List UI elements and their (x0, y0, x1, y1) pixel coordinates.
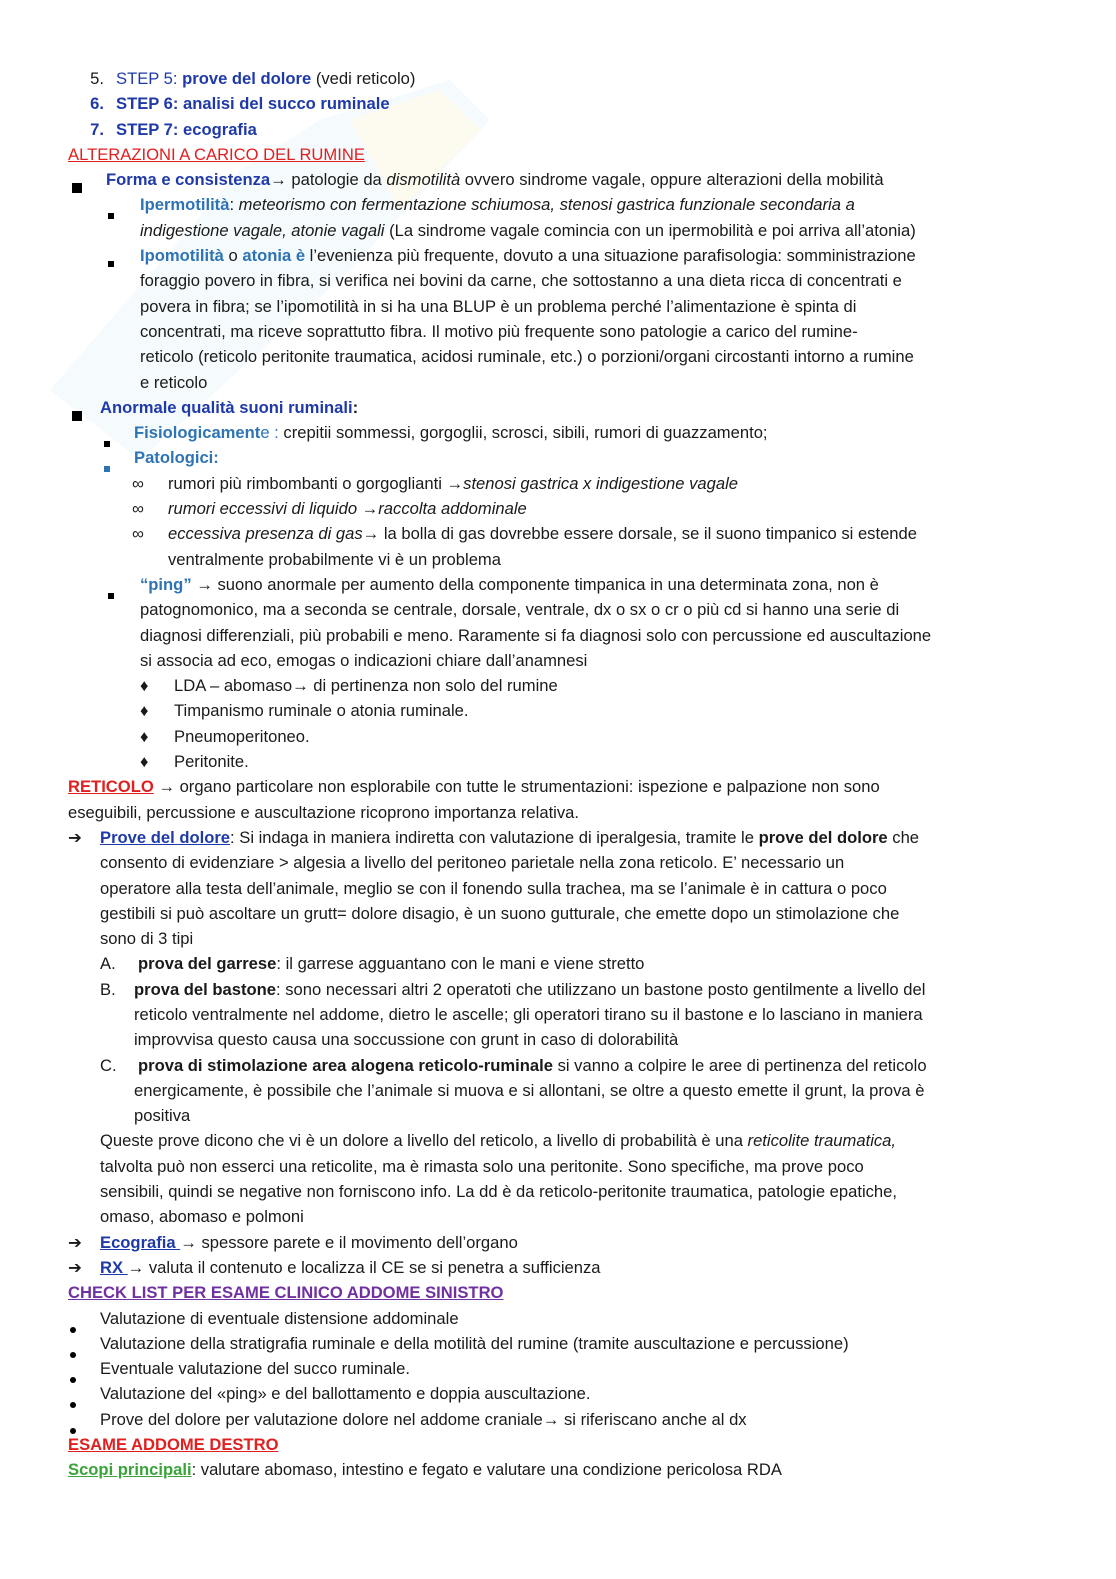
prove-line-5: sono di 3 tipi (100, 929, 194, 949)
patologici-line: Patologici: (68, 445, 1053, 470)
rumori-1: ∞ rumori più rimbombanti o gorgoglianti →stenosi gastrica x indigestione vagale (68, 471, 1053, 496)
fisiologicamente-line: Fisiologicamente : crepitii sommessi, gorgoglii, scrosci, sibili, rumori di guazzamento; (68, 420, 1053, 445)
ipomotilita-line-6: e reticolo (140, 372, 208, 392)
prova-c-3: positiva (134, 1106, 191, 1126)
ping-item-1: ♦ LDA – abomaso→ di pertinenza non solo del rumine (68, 673, 1053, 698)
suoni-line: Anormale qualità suoni ruminali: (68, 395, 1053, 420)
prove-line-1: ➔ Prove del dolore: Si indaga in maniera indiretta con valutazione di iperalgesia, tramite le prove del dolore che (68, 825, 1053, 850)
ping-line-3: diagnosi differenziali, più probabili e meno. Raramente si fa diagnosi solo con percussione ed auscultazione (140, 625, 932, 645)
ping-item-3: ♦ Pneumoperitoneo. (68, 724, 1053, 749)
step-7-line: 7. STEP 7: ecografia (90, 119, 257, 139)
prove-line-3: operatore alla testa dell’animale, meglio se con il fonendo sulla trachea, ma se l’animale è in cattura o poco (100, 878, 887, 898)
prova-c-1: C. prova di stimolazione area alogena reticolo-ruminale si vanno a colpire le aree di pertinenza del reticolo (100, 1055, 927, 1075)
prova-b-1: B. prova del bastone: sono necessari altri 2 operatoti che utilizzano un bastone posto gentilmente a livello del (100, 979, 926, 999)
rumine-heading: ALTERAZIONI A CARICO DEL RUMINE (68, 144, 365, 164)
rx-line: ➔ RX → valuta il contenuto e localizza il CE se si penetra a sufficienza (68, 1255, 1053, 1280)
ping-item-4: ♦ Peritonite. (68, 749, 1053, 774)
checklist-item-4: Valutazione del «ping» e del ballottamento e doppia auscultazione. (68, 1381, 1053, 1406)
diamond-bullet-icon: ♦ (140, 701, 149, 721)
queste-line-4: omaso, abomaso e polmoni (100, 1207, 304, 1227)
ipomotilita-line-4: concentrati, ma riceve soprattutto fibra. Il motivo più frequente sono patologie a carico del rumine- (140, 321, 858, 341)
rumori-2: ∞ rumori eccessivi di liquido →raccolta addominale (68, 496, 1053, 521)
reticolo-heading: RETICOLO (68, 777, 154, 797)
step-6-line: 6. STEP 6: analisi del succo ruminale (90, 94, 390, 114)
reticolo-line-2: eseguibili, percussione e auscultazione ricoprono importanza relativa. (68, 802, 580, 822)
checklist-heading: CHECK LIST PER ESAME CLINICO ADDOME SINISTRO (68, 1283, 504, 1303)
rumori-3: ∞ eccessiva presenza di gas→ la bolla di gas dovrebbe essere dorsale, se il suono timpanico si estende (68, 521, 1053, 546)
checklist-item-2: Valutazione della stratigrafia ruminale e della motilità del rumine (tramite auscultazione e percussione) (68, 1331, 1053, 1356)
ecografia-line: ➔ Ecografia → spessore parete e il movimento dell’organo (68, 1230, 1053, 1255)
diamond-bullet-icon: ♦ (140, 752, 149, 772)
infinity-bullet-icon: ∞ (132, 499, 144, 519)
rumori-3-cont: ventralmente probabilmente vi è un problema (168, 549, 501, 569)
ipomotilita-line-2: foraggio povero in fibra, si verifica nei bovini da carne, che sottostanno a una dieta ricca di concentrati e (140, 271, 902, 291)
small-square-bullet-icon (108, 261, 114, 267)
ipermotilita-line-2: indigestione vagale, atonie vagali (La sindrome vagale comincia con un ipermobilità e poi arriva all’atonia) (140, 220, 916, 240)
queste-line-1: Queste prove dicono che vi è un dolore a livello del reticolo, a livello di probabilità è una reticolite traumatica, (100, 1131, 897, 1151)
queste-line-2: talvolta può non esserci una reticolite, ma è rimasta solo una peritonite. Sono specifiche, ma prove poco (100, 1156, 864, 1176)
ping-line-1: “ping” → suono anormale per aumento della componente timpanica in una determinata zona, non è (68, 572, 1053, 597)
checklist-item-3: Eventuale valutazione del succo ruminale. (68, 1356, 1053, 1381)
ping-line-4: si associa ad eco, emogas o indicazioni chiare dall’anamnesi (140, 650, 588, 670)
ipomotilita-line-1: Ipomotilità o atonia è l’evenienza più frequente, dovuto a una situazione parafisologia: somministrazione (68, 243, 1053, 268)
checklist-item-5: Prove del dolore per valutazione dolore nel addome craniale→ si riferiscano anche al dx (68, 1407, 1053, 1432)
ipomotilita-line-3: povera in fibra; se l’ipomotilità in si ha una BLUP è un problema perché l’alimentazione è spinta di (140, 296, 857, 316)
ping-line-2: patognomonico, ma a seconda se centrale, dorsale, ventrale, dx o sx o cr o più cd si hanno una serie di (140, 600, 900, 620)
ipermotilita-line-1: Ipermotilità: meteorismo con fermentazione schiumosa, stenosi gastrica funzionale secondaria a (68, 192, 1053, 217)
prova-a: A. prova del garrese: il garrese agguantano con le mani e viene stretto (100, 954, 645, 974)
prove-del-dolore-link[interactable]: Prove del dolore (100, 827, 231, 847)
prove-line-4: gestibili si può ascoltare un grutt= dolore disagio, è un suono gutturale, che emette dopo un stimolazione che (100, 903, 900, 923)
ecografia-link[interactable]: Ecografia (100, 1232, 181, 1252)
prova-c-2: energicamente, è possibile che l’animale si muova e si allontani, se oltre a questo emette il grunt, la prova è (134, 1080, 925, 1100)
step-5-line: 5. STEP 5: prove del dolore (vedi reticolo) (90, 69, 416, 88)
infinity-bullet-icon: ∞ (132, 524, 144, 544)
reticolo-line-1: RETICOLO → organo particolare non esplorabile con tutte le strumentazioni: ispezione e palpazione non sono (68, 777, 880, 797)
prova-b-3: improvvisa questo causa una soccussione con grunt in caso di dolorabilità (134, 1030, 679, 1050)
rx-link[interactable]: RX (100, 1257, 128, 1277)
queste-line-3: sensibili, quindi se negative non forniscono info. La dd è da reticolo-peritonite traumatica, patologie epatiche, (100, 1182, 898, 1202)
destro-heading: ESAME ADDOME DESTRO (68, 1435, 279, 1455)
checklist-item-1: Valutazione di eventuale distensione addominale (68, 1306, 1053, 1331)
arrow-bullet-icon: ➔ (68, 827, 82, 847)
scopi-line: Scopi principali: valutare abomaso, intestino e fegato e valutare una condizione pericolosa RDA (68, 1460, 782, 1480)
prove-line-2: consento di evidenziare > algesia a livello del peritoneo parietale nella zona reticolo. E’ necessario un (100, 853, 845, 873)
forma-line: Forma e consistenza→ patologie da dismotilità ovvero sindrome vagale, oppure alterazioni della mobilità (68, 167, 1053, 192)
diamond-bullet-icon: ♦ (140, 676, 149, 696)
document-page (68, 66, 1053, 1483)
prova-b-2: reticolo ventralmente nel addome, dietro le ascelle; gli operatori tirano su il bastone e lo lasciano in maniera (134, 1004, 923, 1024)
diamond-bullet-icon: ♦ (140, 726, 149, 746)
arrow-bullet-icon: ➔ (68, 1257, 82, 1277)
arrow-bullet-icon: ➔ (68, 1232, 82, 1252)
infinity-bullet-icon: ∞ (132, 473, 144, 493)
ipomotilita-line-5: reticolo (reticolo peritonite traumatica, acidosi ruminale, etc.) o porzioni/organi circostanti intorno a rumine (140, 347, 914, 367)
ping-item-2: ♦ Timpanismo ruminale o atonia ruminale. (68, 698, 1053, 723)
